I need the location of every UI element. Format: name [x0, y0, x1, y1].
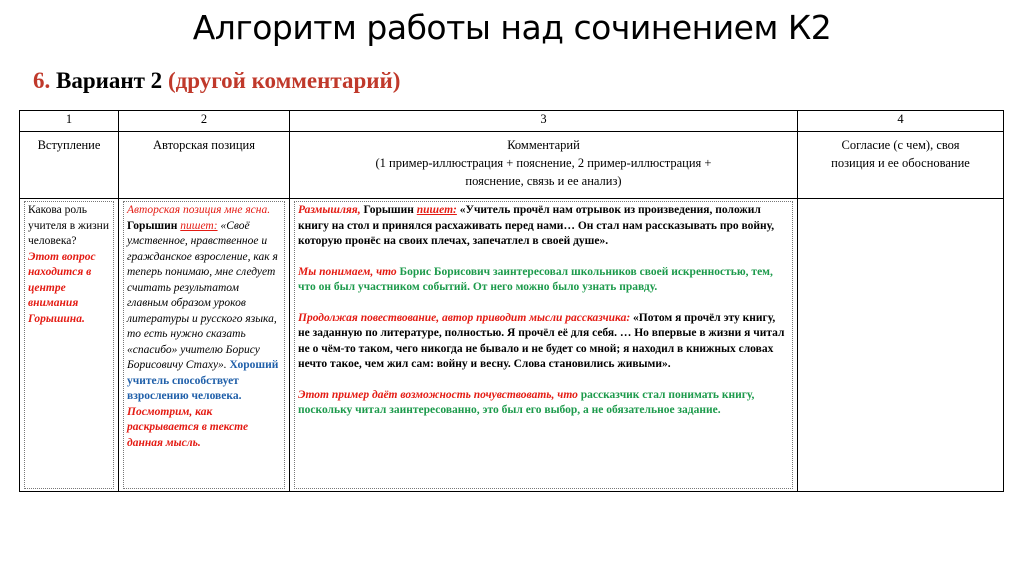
- header-position: Авторская позиция: [119, 132, 290, 199]
- essay-table: [19, 110, 1004, 492]
- header-comment-line: пояснение, связь и ее анализ): [465, 174, 622, 188]
- comment-p4-lead: Этот пример даёт возможность почувствовать, что: [298, 388, 578, 401]
- header-agreement-line: позиция и ее обоснование: [831, 156, 970, 170]
- position-thesis: Хороший учитель способствует взрослению человека.: [127, 359, 279, 402]
- comment-paragraph-3: [298, 311, 789, 373]
- comment-p1-author: Горышин: [363, 204, 414, 216]
- comment-box: [294, 201, 793, 489]
- variant-heading: [33, 68, 400, 94]
- position-lead: Авторская позиция мне ясна.: [127, 204, 271, 216]
- variant-label: Вариант 2: [56, 68, 163, 93]
- comment-paragraph-2: [298, 265, 789, 296]
- intro-box: [24, 201, 114, 489]
- comment-p2-lead: Мы понимаем, что: [298, 265, 397, 278]
- comment-p1-lead: Размышляя,: [298, 204, 361, 216]
- slide-title: Алгоритм работы над сочинением К2: [192, 8, 832, 47]
- variant-note: (другой комментарий): [167, 68, 401, 93]
- column-number: 2: [119, 111, 290, 132]
- intro-answer: Этот вопрос находится в центре внимания Горышина.: [28, 250, 96, 325]
- header-agreement: [798, 132, 1004, 199]
- comment-p1-quote: «Учитель прочёл нам отрывок из произведения, положил книгу на стол и принялся расхаживать перед нами… Он стал нам рассказывать про войну, которую пронёс на своих плечах, запечатлел в своей душе».: [298, 204, 775, 247]
- position-quote: «Своё умственное, нравственное и гражданское взросление, как я теперь понимаю, мне следует считать результатом главным образом уроков литературы и русского языка, то есть нужно сказать «спасибо» учителю Борису Борисовичу Стаху».: [127, 219, 278, 371]
- header-comment-line: Комментарий: [507, 138, 580, 152]
- intro-question: Какова роль учителя в жизни человека?: [28, 204, 109, 247]
- comment-p1-verb: пишет:: [416, 204, 457, 216]
- position-verb: пишет:: [180, 219, 218, 232]
- comment-p4-text: рассказчик стал понимать книгу, поскольку читал заинтересованно, это был его выбор, а не обязательное задание.: [298, 388, 755, 416]
- header-comment: [290, 132, 798, 199]
- column-number: 1: [20, 111, 119, 132]
- comment-p2-text: Борис Борисович заинтересовал школьников своей искренностью, тем, что он был участником событий. От него можно было узнать правду.: [298, 265, 773, 293]
- position-box: [123, 201, 285, 489]
- position-closing: Посмотрим, как раскрывается в тексте данная мысль.: [127, 405, 249, 449]
- position-author: Горышин: [127, 219, 178, 232]
- cell-intro: [20, 199, 119, 492]
- cell-position: [119, 199, 290, 492]
- variant-number: 6.: [33, 68, 51, 93]
- header-intro: Вступление: [20, 132, 119, 199]
- column-number: 3: [290, 111, 798, 132]
- table-row: [20, 132, 1004, 199]
- cell-comment: [290, 199, 798, 492]
- table-row: [20, 111, 1004, 132]
- table-row: [20, 199, 1004, 492]
- comment-p3-lead: Продолжая повествование, автор приводит мысли рассказчика:: [298, 311, 631, 324]
- cell-agreement: [798, 199, 1004, 492]
- comment-p3-quote: «Потом я прочёл эту книгу, не заданную по литературе, полностью. Я прочёл её для себя. … Но впервые в жизни я читал не о чём-то таком, чего никогда не бывало и не будет со мной; я находил в книжных словах нечто такое, чем жил сам: войну и весну. Слова становились живыми».: [298, 311, 785, 370]
- comment-paragraph-4: [298, 388, 789, 419]
- column-number: 4: [798, 111, 1004, 132]
- comment-paragraph-1: [298, 203, 789, 250]
- header-agreement-line: Согласие (с чем), своя: [841, 138, 960, 152]
- header-comment-line: (1 пример-иллюстрация + пояснение, 2 пример-иллюстрация +: [375, 156, 712, 170]
